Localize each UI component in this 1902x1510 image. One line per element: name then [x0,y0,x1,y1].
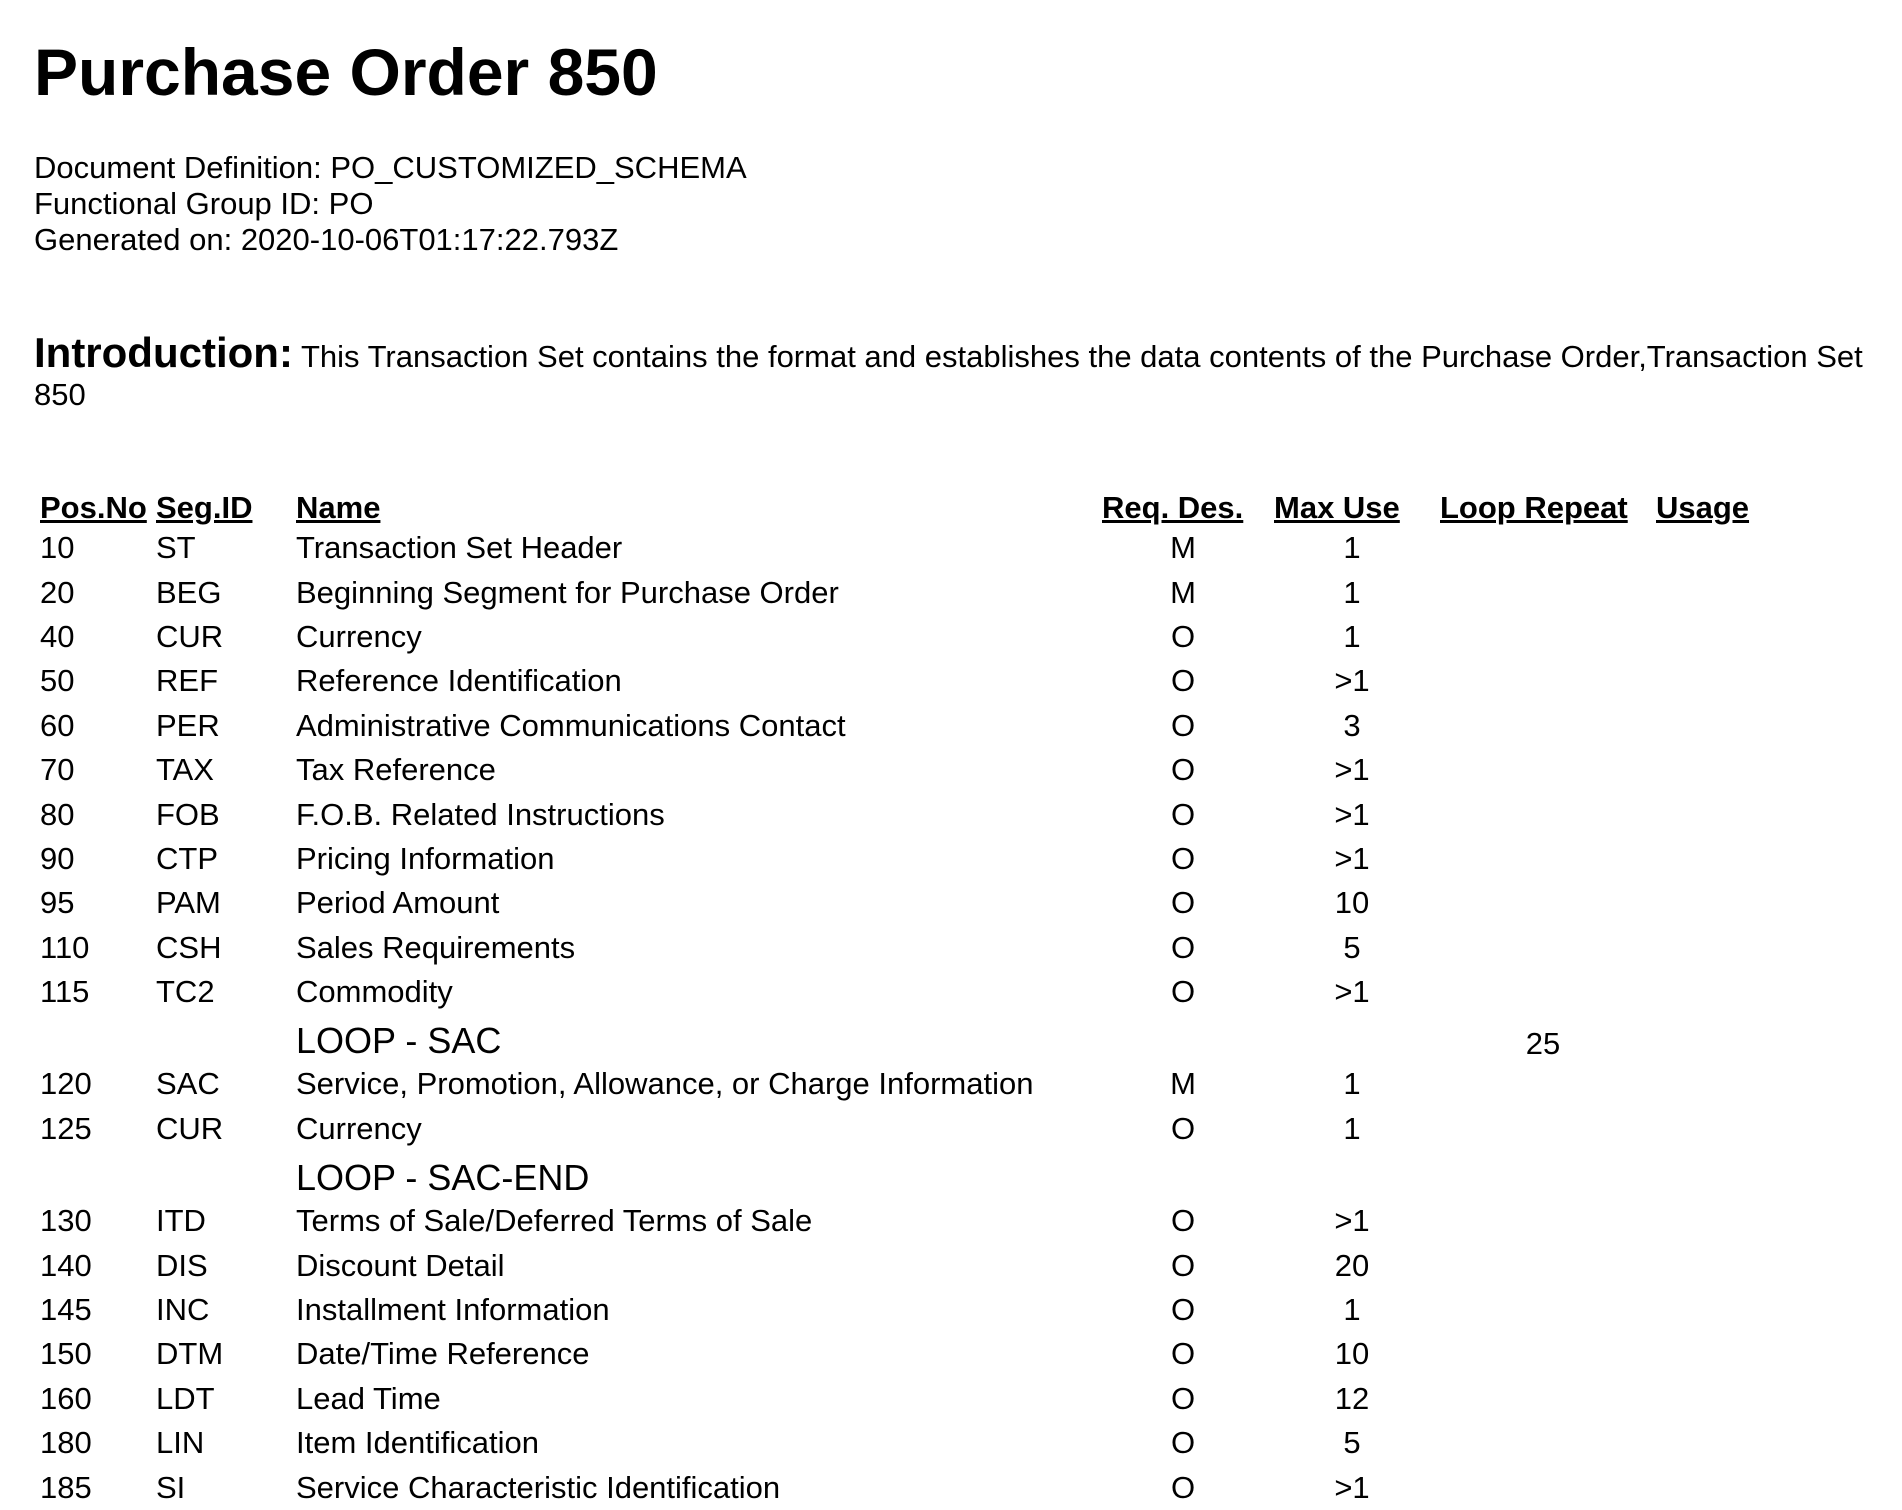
loop-row [30,1014,1800,1062]
req-cell: O [1170,1292,1196,1328]
segment-table [30,480,1800,1510]
req-cell: O [1170,796,1196,832]
header-name: Name [296,490,381,525]
pos-cell: 140 [40,1247,92,1283]
usage-cell [1646,1465,1800,1509]
table-row [30,659,1800,703]
seg-cell: CUR [156,618,224,654]
pos-cell: 60 [40,707,75,743]
loop-repeat-cell [1430,615,1646,659]
req-cell: O [1170,1336,1196,1372]
seg-cell: TC2 [156,974,215,1010]
pos-cell: 150 [40,1336,92,1372]
loop-repeat-cell [1430,1288,1646,1332]
req-cell: O [1170,1425,1196,1461]
max-cell: >1 [1334,1203,1370,1239]
seg-cell: PAM [156,885,221,921]
seg-cell: CTP [156,840,218,876]
usage-cell [1646,1421,1800,1465]
max-cell: 12 [1334,1380,1370,1416]
req-cell: O [1170,707,1196,743]
generated-on: Generated on: 2020-10-06T01:17:22.793Z [34,222,619,257]
document-meta [34,150,747,258]
usage-cell [1646,837,1800,881]
usage-cell [1646,1332,1800,1376]
usage-cell [1646,570,1800,614]
max-cell: 20 [1334,1247,1370,1283]
usage-cell [1646,1288,1800,1332]
max-cell: 5 [1343,929,1361,965]
usage-cell [1646,615,1800,659]
pos-cell [30,1014,146,1062]
pos-cell: 115 [40,974,90,1010]
loop-repeat-cell: 25 [1525,1026,1561,1062]
table-row [30,1062,1800,1106]
name-cell: Terms of Sale/Deferred Terms of Sale [296,1203,813,1239]
name-cell: Transaction Set Header [296,530,623,566]
usage-cell [1646,881,1800,925]
table-row [30,1332,1800,1376]
loop-repeat-cell [1430,837,1646,881]
loop-repeat-cell [1430,1332,1646,1376]
req-cell: O [1170,885,1196,921]
seg-cell: CUR [156,1110,224,1146]
table-row [30,792,1800,836]
seg-cell: LIN [156,1425,205,1461]
header-req-des: Req. Des. [1102,490,1244,525]
name-cell: Currency [296,618,422,654]
name-cell: Service, Promotion, Allowance, or Charge Information [296,1066,1034,1102]
usage-cell [1646,1243,1800,1287]
loop-repeat-cell [1430,1465,1646,1509]
usage-cell [1646,1062,1800,1106]
usage-cell [1646,1014,1800,1062]
loop-repeat-cell [1430,926,1646,970]
req-cell: O [1170,974,1196,1010]
table-row [30,837,1800,881]
req-cell: O [1170,1110,1196,1146]
req-cell: O [1170,1203,1196,1239]
table-row [30,748,1800,792]
name-cell: Beginning Segment for Purchase Order [296,574,839,610]
name-cell: Discount Detail [296,1247,505,1283]
usage-cell [1646,1199,1800,1243]
seg-cell: BEG [156,574,222,610]
max-cell: >1 [1334,840,1370,876]
loop-repeat-cell [1430,1199,1646,1243]
name-cell: Lead Time [296,1380,441,1416]
header-loop-repeat: Loop Repeat [1440,490,1628,525]
name-cell: Sales Requirements [296,929,576,965]
pos-cell: 90 [40,840,75,876]
name-cell: Service Characteristic Identification [296,1469,781,1505]
table-row [30,526,1800,570]
req-cell: O [1170,663,1196,699]
seg-cell: INC [156,1292,210,1328]
name-cell: Item Identification [296,1425,539,1461]
table-row [30,1377,1800,1421]
loop-name-cell: LOOP - SAC-END [296,1157,590,1199]
req-cell: O [1170,752,1196,788]
document-definition: Document Definition: PO_CUSTOMIZED_SCHEMA [34,150,747,185]
loop-repeat-cell [1430,526,1646,570]
usage-cell [1646,526,1800,570]
usage-cell [1646,792,1800,836]
loop-repeat-cell [1430,970,1646,1014]
table-row [30,1421,1800,1465]
table-row [30,926,1800,970]
usage-cell [1646,1151,1800,1199]
introduction [34,329,1879,414]
req-cell: M [1170,530,1196,566]
segment-table-body [30,526,1800,1510]
req-cell: O [1170,1380,1196,1416]
loop-repeat-cell [1430,748,1646,792]
loop-row [30,1151,1800,1199]
max-cell: 5 [1343,1425,1361,1461]
loop-repeat-cell [1430,1151,1646,1199]
pos-cell: 130 [40,1203,92,1239]
pos-cell: 95 [40,885,75,921]
header-seg-id: Seg.ID [156,490,253,525]
max-cell: 3 [1343,707,1361,743]
table-header-row [30,480,1800,526]
max-cell: 1 [1343,1292,1361,1328]
name-cell: Date/Time Reference [296,1336,590,1372]
seg-cell: ITD [156,1203,206,1239]
pos-cell: 120 [40,1066,92,1102]
pos-cell: 70 [40,752,75,788]
max-cell: 1 [1343,618,1361,654]
seg-cell: PER [156,707,220,743]
max-cell: >1 [1334,974,1370,1010]
page-title: Purchase Order 850 [34,35,658,109]
seg-cell: FOB [156,796,220,832]
req-cell: O [1170,1469,1196,1505]
req-cell [1092,1014,1264,1062]
table-row [30,970,1800,1014]
table-row [30,615,1800,659]
seg-cell: ST [156,530,196,566]
pos-cell [30,1151,146,1199]
introduction-label: Introduction: [34,329,293,376]
functional-group-id: Functional Group ID: PO [34,186,374,221]
pos-cell: 20 [40,574,75,610]
req-cell [1092,1151,1264,1199]
req-cell: M [1170,1066,1196,1102]
name-cell: Period Amount [296,885,500,921]
max-cell: >1 [1334,1469,1370,1505]
name-cell: Reference Identification [296,663,622,699]
max-cell: >1 [1334,796,1370,832]
name-cell: Tax Reference [296,752,496,788]
req-cell: O [1170,1247,1196,1283]
loop-repeat-cell [1430,792,1646,836]
loop-repeat-cell [1430,1421,1646,1465]
loop-repeat-cell [1430,1107,1646,1151]
usage-cell [1646,704,1800,748]
req-cell: O [1170,618,1196,654]
pos-cell: 10 [40,530,75,566]
table-row [30,1107,1800,1151]
max-cell: >1 [1334,752,1370,788]
seg-cell [146,1151,286,1199]
max-cell: 1 [1343,1066,1361,1102]
table-row [30,1199,1800,1243]
max-cell: 10 [1334,1336,1370,1372]
loop-repeat-cell [1430,1062,1646,1106]
seg-cell: REF [156,663,218,699]
introduction-text: This Transaction Set contains the format and establishes the data contents of the Purchase Order,Transaction Set 850 [34,339,1863,412]
usage-cell [1646,970,1800,1014]
seg-cell: TAX [156,752,214,788]
pos-cell: 110 [40,929,90,965]
max-cell: 1 [1343,574,1361,610]
pos-cell: 160 [40,1380,92,1416]
req-cell: M [1170,574,1196,610]
name-cell: Installment Information [296,1292,610,1328]
seg-cell: DTM [156,1336,224,1372]
header-max-use: Max Use [1274,490,1400,525]
table-row [30,570,1800,614]
seg-cell [146,1014,286,1062]
loop-repeat-cell [1430,1377,1646,1421]
name-cell: Currency [296,1110,422,1146]
seg-cell: LDT [156,1380,215,1416]
name-cell: Commodity [296,974,453,1010]
loop-repeat-cell [1430,881,1646,925]
pos-cell: 80 [40,796,75,832]
pos-cell: 180 [40,1425,92,1461]
max-cell [1264,1014,1430,1062]
max-cell: >1 [1334,663,1370,699]
seg-cell: CSH [156,929,222,965]
usage-cell [1646,1107,1800,1151]
max-cell: 1 [1343,530,1361,566]
req-cell: O [1170,840,1196,876]
pos-cell: 50 [40,663,75,699]
seg-cell: SAC [156,1066,220,1102]
loop-name-cell: LOOP - SAC [296,1020,502,1062]
pos-cell: 40 [40,618,75,654]
table-row [30,881,1800,925]
max-cell: 1 [1343,1110,1361,1146]
usage-cell [1646,659,1800,703]
pos-cell: 145 [40,1292,92,1328]
name-cell: Pricing Information [296,840,555,876]
table-row [30,704,1800,748]
max-cell: 10 [1334,885,1370,921]
loop-repeat-cell [1430,659,1646,703]
usage-cell [1646,748,1800,792]
header-pos-no: Pos.No [40,490,147,525]
usage-cell [1646,926,1800,970]
table-row [30,1288,1800,1332]
loop-repeat-cell [1430,1243,1646,1287]
loop-repeat-cell [1430,704,1646,748]
table-row [30,1243,1800,1287]
name-cell: F.O.B. Related Instructions [296,796,665,832]
max-cell [1264,1151,1430,1199]
seg-cell: SI [156,1469,186,1505]
seg-cell: DIS [156,1247,208,1283]
usage-cell [1646,1377,1800,1421]
pos-cell: 185 [40,1469,92,1505]
pos-cell: 125 [40,1110,92,1146]
req-cell: O [1170,929,1196,965]
name-cell: Administrative Communications Contact [296,707,846,743]
header-usage: Usage [1656,490,1750,525]
loop-repeat-cell [1430,570,1646,614]
table-row [30,1465,1800,1509]
